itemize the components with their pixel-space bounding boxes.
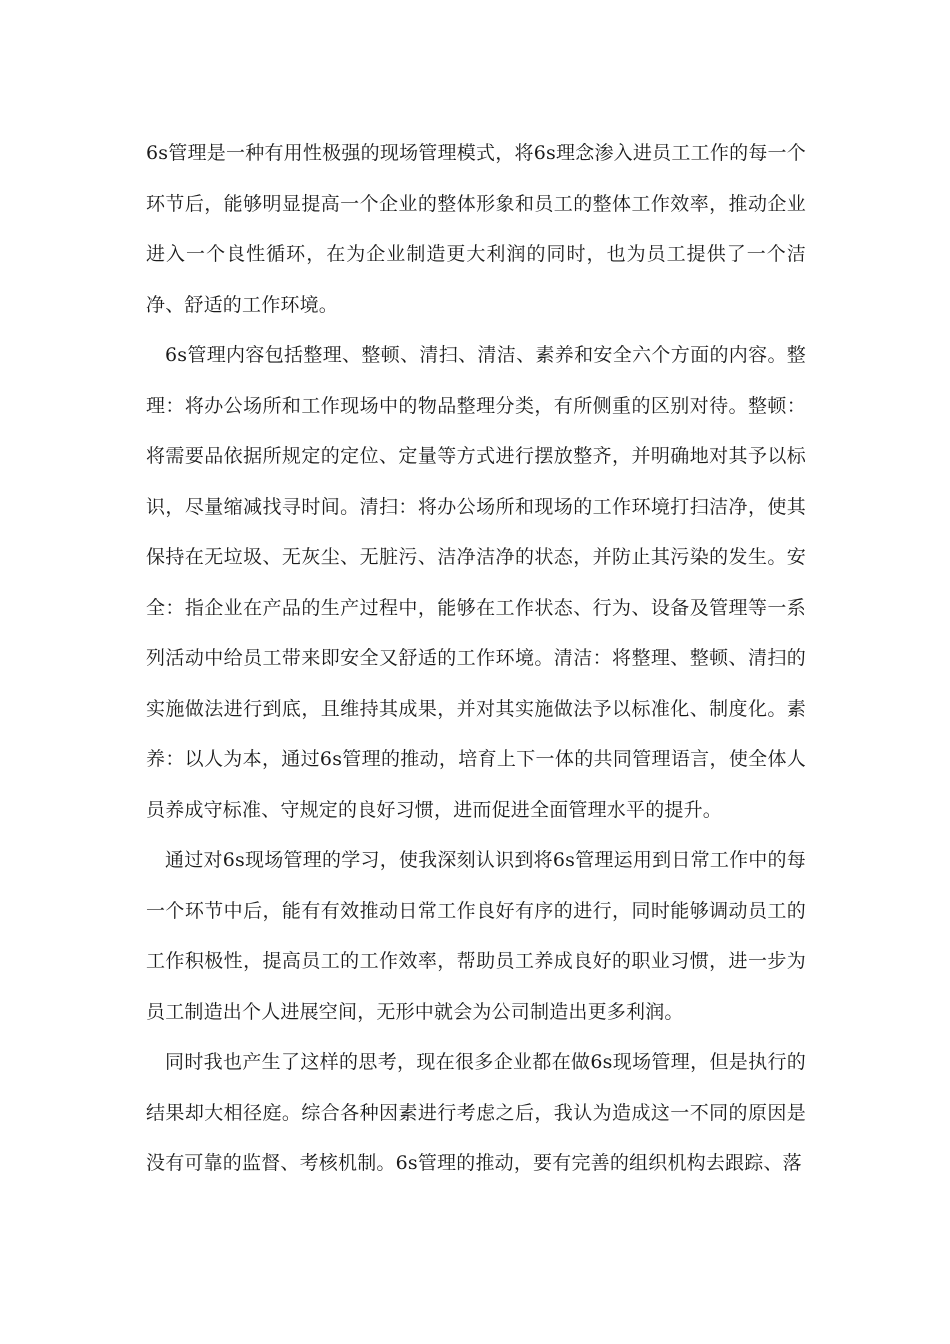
paragraph-reflection: 同时我也产生了这样的思考，现在很多企业都在做6s现场管理，但是执行的结果却大相径庭。综合各种因素进行考虑之后，我认为造成这一不同的原因是没有可靠的监督、考核机制。6s管理的推动，要有完善的组织机构去跟踪、落 <box>146 1051 806 1174</box>
paragraph-intro: 6s管理是一种有用性极强的现场管理模式，将6s理念渗入进员工工作的每一个环节后，能够明显提高一个企业的整体形象和员工的整体工作效率，推动企业进入一个良性循环，在为企业制造更大利润的同时，也为员工提供了一个洁净、舒适的工作环境。 <box>146 142 806 316</box>
paragraph-learning: 通过对6s现场管理的学习，使我深刻认识到将6s管理运用到日常工作中的每一个环节中后，能有有效推动日常工作良好有序的进行，同时能够调动员工的工作积极性，提高员工的工作效率，帮助员工养成良好的职业习惯，进一步为员工制造出个人进展空间，无形中就会为公司制造出更多利润。 <box>146 849 806 1023</box>
document-body <box>146 128 806 1189</box>
paragraph-6s-content: 6s管理内容包括整理、整顿、清扫、清洁、素养和安全六个方面的内容。整理：将办公场所和工作现场中的物品整理分类，有所侧重的区别对待。整顿：将需要品依据所规定的定位、定量等方式进行摆放整齐，并明确地对其予以标识，尽量缩减找寻时间。清扫：将办公场所和现场的工作环境打扫洁净，使其保持在无垃圾、无灰尘、无脏污、洁净洁净的状态，并防止其污染的发生。安全：指企业在产品的生产过程中，能够在工作状态、行为、设备及管理等一系列活动中给员工带来即安全又舒适的工作环境。清洁：将整理、整顿、清扫的实施做法进行到底，且维持其成果，并对其实施做法予以标准化、制度化。素养：以人为本，通过6s管理的推动，培育上下一体的共同管理语言，使全体人员养成守标准、守规定的良好习惯，进而促进全面管理水平的提升。 <box>146 344 806 821</box>
